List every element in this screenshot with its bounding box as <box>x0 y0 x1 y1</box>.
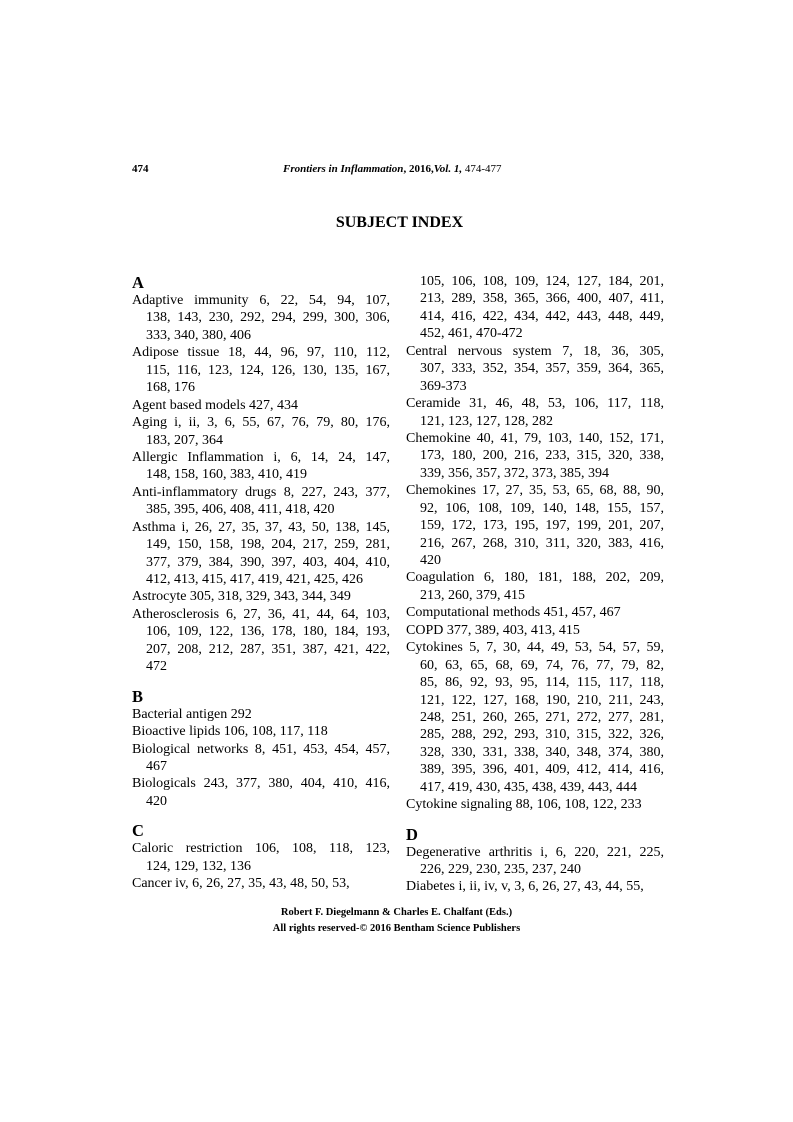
index-entry <box>406 430 664 482</box>
index-entry-line: Cytokines 5, 7, 30, 44, 49, 53, 54, 57, 59, <box>406 640 664 656</box>
index-entry <box>406 569 664 604</box>
index-entry-line: 328, 330, 331, 338, 340, 348, 374, 380, <box>420 744 664 760</box>
index-entry-line: 420 <box>420 553 441 568</box>
index-entry-line: 452, 461, 470-472 <box>420 326 523 342</box>
index-entry-line: 333, 340, 380, 406 <box>146 327 251 343</box>
index-entry <box>132 344 390 396</box>
index-entry-line: 385, 395, 406, 408, 411, 418, 420 <box>146 502 335 518</box>
footer-rights: All rights reserved-© 2016 Bentham Science Publishers <box>272 923 521 934</box>
index-entry <box>132 775 390 810</box>
index-entry <box>132 519 390 589</box>
index-entry <box>132 292 390 344</box>
index-entry <box>132 484 390 519</box>
index-column-right <box>406 273 664 896</box>
index-entry <box>132 449 390 484</box>
index-entry-line: 377, 379, 384, 390, 397, 403, 404, 410, <box>146 554 390 570</box>
index-entry-line: Cytokine signaling 88, 106, 108, 122, 233 <box>406 797 642 813</box>
index-entry-line: 285, 288, 292, 293, 310, 315, 322, 326, <box>420 727 664 743</box>
index-entry-line: Central nervous system 7, 18, 36, 305, <box>406 343 664 359</box>
index-entry <box>132 397 390 414</box>
index-entry-line: Aging i, ii, 3, 6, 55, 67, 76, 79, 80, 176, <box>132 415 390 431</box>
index-entry <box>132 606 390 676</box>
index-entry-line: Degenerative arthritis i, 6, 220, 221, 225, <box>406 844 664 860</box>
index-entry-line: Biologicals 243, 377, 380, 404, 410, 416, <box>132 776 390 792</box>
index-entry-line: Diabetes i, ii, iv, v, 3, 6, 26, 27, 43, 44, 55, <box>406 879 644 895</box>
index-entry-line: Adaptive immunity 6, 22, 54, 94, 107, <box>132 293 390 308</box>
index-entry-line: 121, 122, 127, 168, 190, 210, 211, 243, <box>420 692 664 708</box>
sep: , <box>403 163 409 175</box>
index-entry-line: Bacterial antigen 292 <box>132 706 252 722</box>
index-entry-line: 213, 289, 358, 365, 366, 400, 407, 411, <box>420 291 664 307</box>
index-entry-line: 173, 180, 200, 216, 233, 315, 320, 338, <box>420 448 664 464</box>
index-entry-line: Bioactive lipids 106, 108, 117, 118 <box>132 724 328 740</box>
volume: Vol. 1, <box>433 163 463 175</box>
index-entry-line: Anti-inflammatory drugs 8, 227, 243, 377, <box>132 484 390 500</box>
index-entry <box>406 622 664 639</box>
index-entry-line: 420 <box>146 793 167 809</box>
index-entry-line: 138, 143, 230, 292, 294, 299, 300, 306, <box>146 310 390 326</box>
index-entry-line: 115, 116, 123, 124, 126, 130, 135, 167, <box>146 362 390 378</box>
index-entry <box>406 482 664 569</box>
index-entry-line: Chemokine 40, 41, 79, 103, 140, 152, 171, <box>406 430 664 446</box>
index-entry <box>132 706 390 723</box>
index-entry-line: Allergic Inflammation i, 6, 14, 24, 147, <box>132 449 390 465</box>
index-entry <box>132 840 390 875</box>
index-entry-line: 159, 172, 173, 195, 197, 199, 201, 207, <box>420 518 664 534</box>
index-entry-line: 207, 208, 212, 287, 351, 387, 421, 422, <box>146 641 390 657</box>
index-entry <box>132 875 390 892</box>
index-entry-line: 60, 63, 65, 68, 69, 74, 76, 77, 79, 82, <box>420 657 664 673</box>
index-entry-line: 389, 395, 396, 401, 409, 412, 414, 416, <box>420 762 664 778</box>
index-entry-line: 85, 86, 92, 93, 95, 114, 115, 117, 118, <box>420 675 664 691</box>
index-entry <box>132 741 390 776</box>
index-entry <box>406 343 664 395</box>
index-entry-line: 417, 419, 430, 435, 438, 439, 443, 444 <box>420 779 637 795</box>
index-entry-line: 472 <box>146 659 167 675</box>
index-entry-line: Asthma i, 26, 27, 35, 37, 43, 50, 138, 145, <box>132 519 390 535</box>
index-entry-line: Caloric restriction 106, 108, 118, 123, <box>132 841 390 857</box>
index-entry-line: Coagulation 6, 180, 181, 188, 202, 209, <box>406 570 664 586</box>
index-entry-line: Adipose tissue 18, 44, 96, 97, 110, 112, <box>132 345 390 361</box>
index-entry-line: 183, 207, 364 <box>146 432 223 448</box>
index-entry <box>132 723 390 740</box>
index-entry-line: 467 <box>146 758 167 774</box>
index-entry <box>406 878 664 895</box>
page-title-text: SUBJECT INDEX <box>335 214 464 231</box>
journal-title: Frontiers in Inflammation <box>283 163 404 175</box>
index-entry-line: COPD 377, 389, 403, 413, 415 <box>406 622 580 638</box>
page-title <box>0 213 793 232</box>
index-letter-heading: D <box>406 824 418 844</box>
index-entry-line: Atherosclerosis 6, 27, 36, 41, 44, 64, 103, <box>132 606 390 622</box>
index-entry <box>406 796 664 813</box>
index-entry-line: 369-373 <box>420 378 467 394</box>
index-column-left <box>132 273 390 893</box>
index-entry <box>406 639 664 796</box>
index-entry-line: 307, 333, 352, 354, 357, 359, 364, 365, <box>420 361 664 377</box>
index-entry-line: 105, 106, 108, 109, 124, 127, 184, 201, <box>420 274 664 289</box>
index-entry-line: 168, 176 <box>146 380 195 396</box>
index-entry <box>132 414 390 449</box>
page-number: 474 <box>132 163 149 175</box>
index-entry <box>406 395 664 430</box>
index-entry-line: Chemokines 17, 27, 35, 53, 65, 68, 88, 90, <box>406 483 664 499</box>
footer-editors: Robert F. Diegelmann & Charles E. Chalfant (Eds.) <box>280 907 513 918</box>
index-entry-line: Ceramide 31, 46, 48, 53, 106, 117, 118, <box>406 396 664 412</box>
index-entry-line: 213, 260, 379, 415 <box>420 587 525 603</box>
index-entry-line: Computational methods 451, 457, 467 <box>406 605 621 621</box>
year: 2016, <box>408 163 434 175</box>
page-range: 474-477 <box>464 163 502 175</box>
index-entry-line: Cancer iv, 6, 26, 27, 35, 43, 48, 50, 53, <box>132 876 350 892</box>
index-entry-line: 106, 109, 122, 136, 178, 180, 184, 193, <box>146 624 390 640</box>
index-entry-line: Biological networks 8, 451, 453, 454, 457, <box>132 741 390 757</box>
index-entry-line: 149, 150, 158, 198, 204, 217, 259, 281, <box>146 537 390 553</box>
index-letter-heading: B <box>132 686 144 706</box>
index-entry-line: 148, 158, 160, 383, 410, 419 <box>146 467 307 483</box>
index-entry-line: Astrocyte 305, 318, 329, 343, 344, 349 <box>132 589 351 605</box>
index-entry <box>132 588 390 605</box>
index-entry-line: 248, 251, 260, 265, 271, 272, 277, 281, <box>420 709 664 725</box>
index-entry-line: 414, 416, 422, 434, 442, 443, 448, 449, <box>420 308 664 324</box>
index-letter-heading: A <box>132 273 144 292</box>
index-entry <box>406 273 664 343</box>
index-entry-line: 92, 106, 108, 109, 140, 148, 155, 157, <box>420 500 664 516</box>
index-entry-line: 216, 267, 268, 310, 311, 320, 383, 416, <box>420 535 664 551</box>
index-entry-line: 226, 229, 230, 235, 237, 240 <box>420 862 581 877</box>
index-entry-line: 121, 123, 127, 128, 282 <box>420 413 553 429</box>
index-entry-line: 339, 356, 357, 372, 373, 385, 394 <box>420 465 609 481</box>
index-entry-line: Agent based models 427, 434 <box>132 397 299 413</box>
index-entry <box>406 844 664 879</box>
index-entry <box>406 604 664 621</box>
index-letter-heading: C <box>132 821 144 841</box>
index-entry-line: 412, 413, 415, 417, 419, 421, 425, 426 <box>146 572 363 587</box>
index-entry-line: 124, 129, 132, 136 <box>146 858 251 874</box>
running-header <box>283 163 502 176</box>
